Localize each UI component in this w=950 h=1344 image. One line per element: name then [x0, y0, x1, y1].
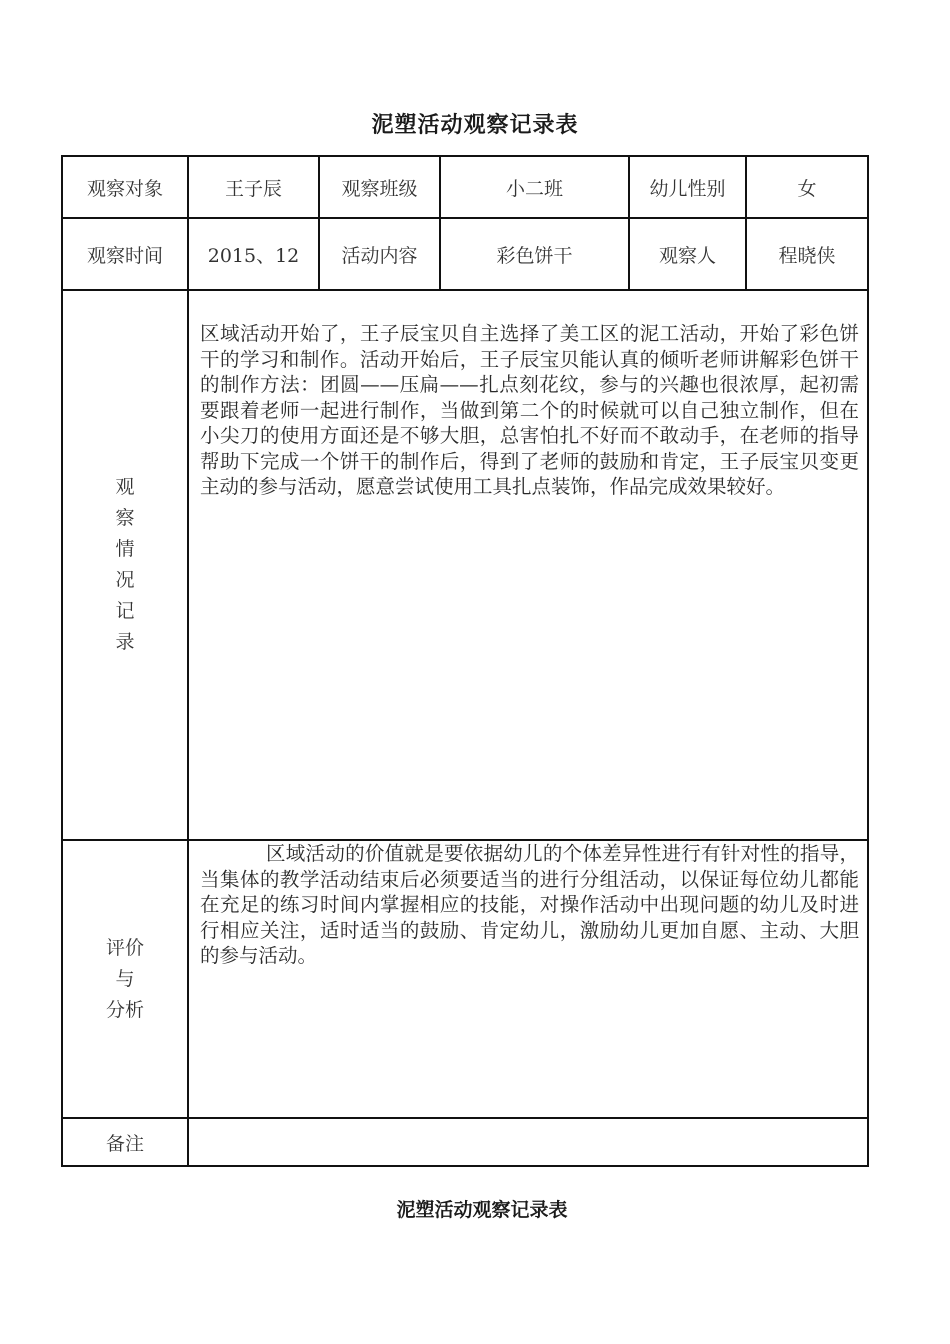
- label-evaluation-analysis: [62, 840, 188, 1118]
- evaluation-analysis-text: 区域活动的价值就是要依据幼儿的个体差异性进行有针对性的指导，当集体的教学活动结束后必须要适当的进行分组活动，以保证每位幼儿都能在充足的练习时间内掌握相应的技能，对操作活动中出现问题的幼儿及时进行相应关注，适时适当的鼓励、肯定幼儿，激励幼儿更加自愿、主动、大胆的参与活动。: [200, 842, 859, 967]
- value-child-gender: 女: [746, 156, 868, 218]
- table-row: [62, 218, 868, 290]
- evaluation-analysis-label: 评价 与 分析: [105, 936, 144, 1021]
- value-observation-subject: 王子辰: [188, 156, 319, 218]
- next-page-title: 泥塑活动观察记录表: [396, 1199, 568, 1221]
- value-observation-class: 小二班: [440, 156, 629, 218]
- observation-record-table: [61, 155, 869, 1167]
- observation-record-label: 观 察 情 况 记 录: [115, 476, 135, 653]
- label-observation-subject: 观察对象: [62, 156, 188, 218]
- evaluation-analysis-cell: [188, 840, 868, 1118]
- table-row: [62, 290, 868, 840]
- label-observation-record: [62, 290, 188, 840]
- observation-record-text: 区域活动开始了，王子辰宝贝自主选择了美工区的泥工活动，开始了彩色饼干的学习和制作。活动开始后，王子辰宝贝能认真的倾听老师讲解彩色饼干的制作方法：团圆——压扁——扎点刻花纹，参与的兴趣也很浓厚，起初需要跟着老师一起进行制作，当做到第二个的时候就可以自己独立制作，但在小尖刀的使用方面还是不够大胆，总害怕扎不好而不敢动手，在老师的指导帮助下完成一个饼干的制作后，得到了老师的鼓励和肯定，王子辰宝贝变更主动的参与活动，愿意尝试使用工具扎点装饰，作品完成效果较好。: [188, 290, 868, 840]
- document-title: 泥塑活动观察记录表: [371, 113, 579, 138]
- table-row: [62, 1118, 868, 1166]
- table-row: [62, 156, 868, 218]
- value-observation-time: 2015、12: [188, 218, 319, 290]
- label-observation-class: 观察班级: [319, 156, 440, 218]
- label-activity-content: 活动内容: [319, 218, 440, 290]
- value-remarks: [188, 1118, 868, 1166]
- label-observation-time: 观察时间: [62, 218, 188, 290]
- label-observer: 观察人: [629, 218, 746, 290]
- value-activity-content: 彩色饼干: [440, 218, 629, 290]
- table-row: [62, 840, 868, 1118]
- label-child-gender: 幼儿性别: [629, 156, 746, 218]
- value-observer: 程晓侠: [746, 218, 868, 290]
- label-remarks: 备注: [62, 1118, 188, 1166]
